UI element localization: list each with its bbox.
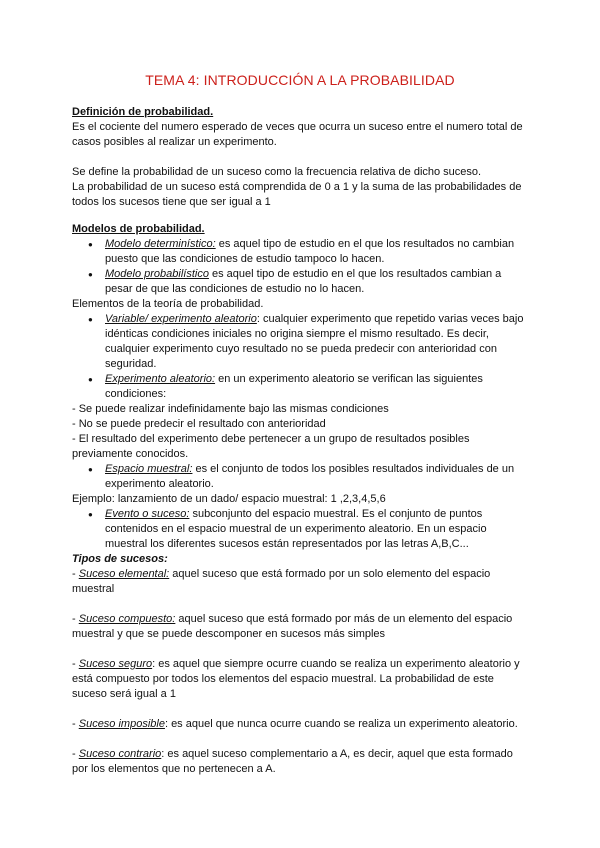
type-term: Suceso compuesto: <box>78 613 176 625</box>
type-item <box>72 657 530 702</box>
page-title: TEMA 4: INTRODUCCIÓN A LA PROBABILIDAD <box>145 72 455 88</box>
model-term: Modelo determinístico: <box>105 238 216 250</box>
model-text: es aquel tipo de estudio en el que los resultados no cambian puesto que las condiciones de estudio tampoco lo hacen. <box>105 238 515 265</box>
espacio-text: es el conjunto de todos los posibles resultados individuales de un experimento aleatorio. <box>105 463 515 490</box>
espacio-term: Espacio muestral: <box>105 463 193 475</box>
condition-line: - No se puede predecir el resultado con anterioridad <box>72 418 326 430</box>
espacio-list <box>72 462 530 492</box>
document-body <box>72 105 530 777</box>
models-list <box>72 237 530 297</box>
type-prefix: - <box>72 718 79 730</box>
element-term: Experimento aleatorio: <box>105 373 216 385</box>
element-term: Variable/ experimento aleatorio <box>105 313 257 325</box>
elements-list <box>72 312 530 402</box>
list-item <box>105 237 530 267</box>
elements-heading: Elementos de la teoría de probabilidad. <box>72 298 264 310</box>
type-prefix: - <box>72 658 79 670</box>
type-item <box>72 612 530 642</box>
definition-paragraph-3: La probabilidad de un suceso está comprendida de 0 a 1 y la suma de las probabilidades de todos los sucesos tiene que ser igual a 1 <box>72 181 522 208</box>
model-text: es aquel tipo de estudio en el que los resultados cambian a pesar de que las condiciones de estudio no lo hacen. <box>105 268 502 295</box>
type-term: Suceso imposible <box>78 718 165 730</box>
condition-line: - Se puede realizar indefinidamente bajo las mismas condiciones <box>72 403 389 415</box>
type-prefix: - <box>72 748 79 760</box>
models-heading: Modelos de probabilidad. <box>72 223 205 235</box>
example-line: Ejemplo: lanzamiento de un dado/ espacio muestral: 1 ,2,3,4,5,6 <box>72 493 386 505</box>
type-text: : es aquel que siempre ocurre cuando se realiza un experimento aleatorio y está compuesto por todos los elementos del espacio muestral. La probabilidad de este suceso será igual a 1 <box>72 658 520 700</box>
element-text: : cualquier experimento que repetido varias veces bajo idénticas condiciones iniciales no origina siempre el mismo resultado. Es decir, cualquier experimento cuyo resultado no se pueda predecir con anterioridad con seguridad. <box>105 313 524 370</box>
type-term: Suceso contrario <box>78 748 162 760</box>
definition-paragraph-2: Se define la probabilidad de un suceso como la frecuencia relativa de dicho suceso. <box>72 166 482 178</box>
model-term: Modelo probabilístico <box>105 268 209 280</box>
list-item <box>105 462 530 492</box>
type-item <box>72 567 530 597</box>
definition-paragraph-1: Es el cociente del numero esperado de veces que ocurra un suceso entre el numero total de casos posibles al realizar un experimento. <box>72 121 523 148</box>
type-text: : es aquel suceso complementario a A, es decir, aquel que esta formado por los elementos que no pertenecen a A. <box>72 748 513 775</box>
definition-heading: Definición de probabilidad. <box>72 106 214 118</box>
condition-line: - El resultado del experimento debe pertenecer a un grupo de resultados posibles previamente conocidos. <box>72 433 470 460</box>
evento-term: Evento o suceso: <box>105 508 190 520</box>
type-prefix: - <box>72 613 79 625</box>
type-term: Suceso elemental: <box>78 568 170 580</box>
list-item <box>105 267 530 297</box>
type-prefix: - <box>72 568 79 580</box>
type-text: aquel suceso que está formado por un solo elemento del espacio muestral <box>72 568 491 595</box>
list-item <box>105 507 530 552</box>
type-text: : es aquel que nunca ocurre cuando se realiza un experimento aleatorio. <box>164 718 518 730</box>
evento-text: subconjunto del espacio muestral. Es el conjunto de puntos contenidos en el espacio muestral de un experimento aleatorio. En un espacio muestral los diferentes sucesos están representados por las letras A,B,C... <box>105 508 487 550</box>
list-item <box>105 312 530 372</box>
element-text: en un experimento aleatorio se verifican las siguientes condiciones: <box>105 373 483 400</box>
type-text: aquel suceso que está formado por más de un elemento del espacio muestral y que se puede descomponer en sucesos más simples <box>72 613 513 640</box>
type-item <box>72 747 530 777</box>
type-term: Suceso seguro <box>78 658 153 670</box>
types-heading: Tipos de sucesos: <box>72 553 168 565</box>
list-item <box>105 372 530 402</box>
type-item <box>72 717 530 732</box>
evento-list <box>72 507 530 552</box>
